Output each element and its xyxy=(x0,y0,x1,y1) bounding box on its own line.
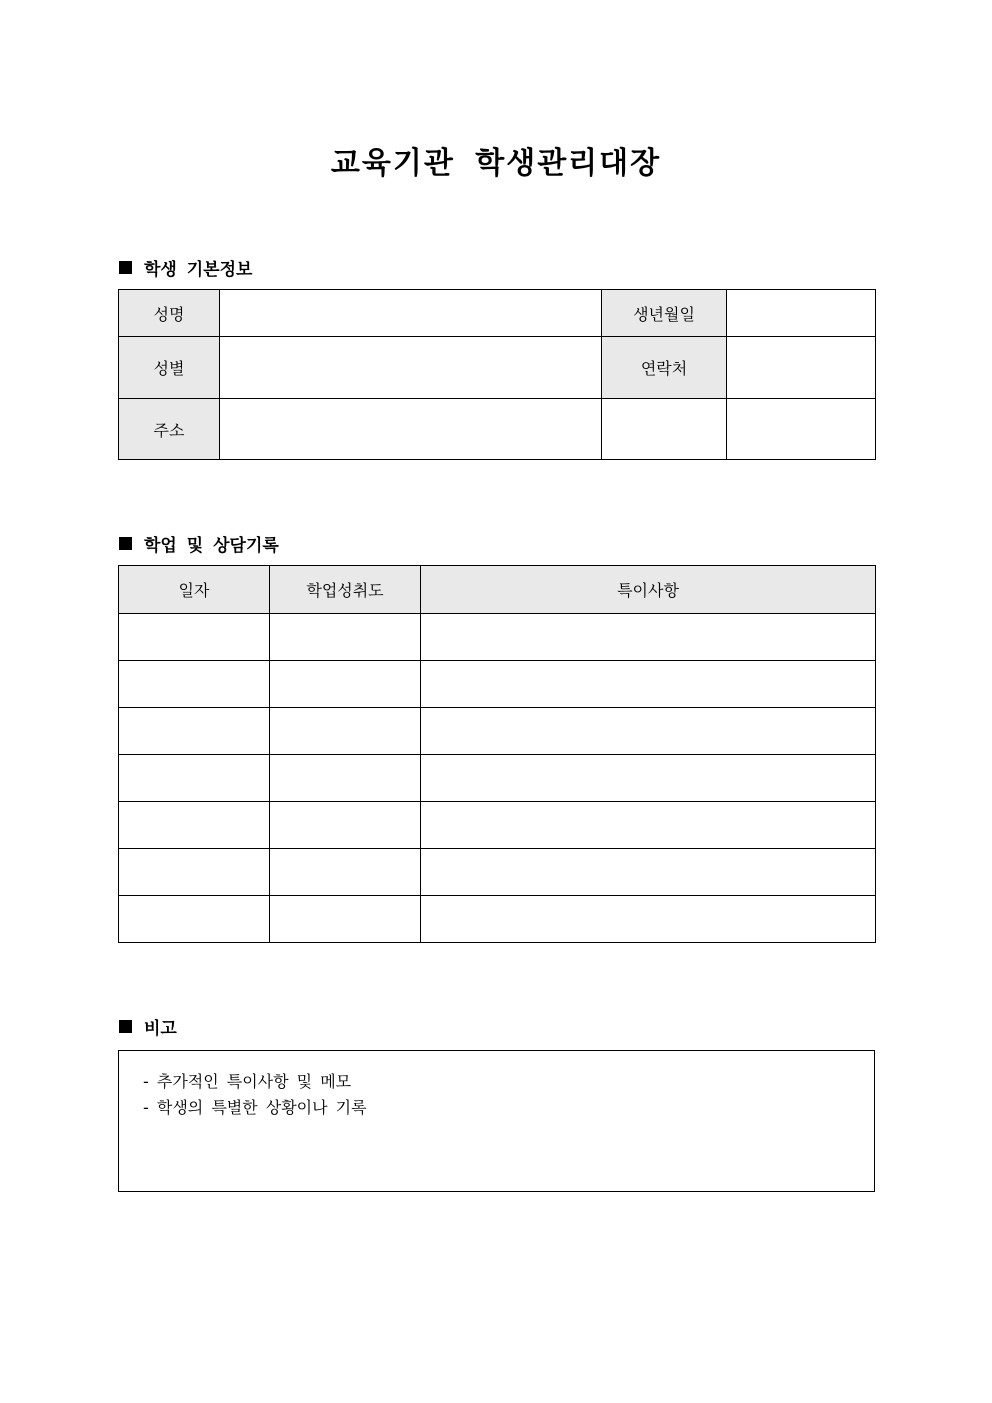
date-cell[interactable] xyxy=(119,614,270,661)
notes-cell[interactable] xyxy=(421,802,876,849)
remarks-line: - 추가적인 특이사항 및 메모 xyxy=(143,1072,352,1091)
square-bullet-icon xyxy=(119,1020,132,1033)
notes-cell[interactable] xyxy=(421,755,876,802)
table-row xyxy=(119,755,876,802)
gender-field[interactable] xyxy=(220,337,602,399)
address-label: 주소 xyxy=(119,399,220,460)
table-row xyxy=(119,896,876,943)
column-header-achievement: 학업성취도 xyxy=(270,566,421,614)
achievement-cell[interactable] xyxy=(270,849,421,896)
address-field[interactable] xyxy=(220,399,602,460)
section-heading-text: 학생 기본정보 xyxy=(144,260,253,280)
records-table xyxy=(118,565,876,943)
notes-cell[interactable] xyxy=(421,896,876,943)
square-bullet-icon xyxy=(119,261,132,274)
date-cell[interactable] xyxy=(119,849,270,896)
date-cell[interactable] xyxy=(119,708,270,755)
document-title: 교육기관 학생관리대장 xyxy=(330,146,662,181)
date-cell[interactable] xyxy=(119,755,270,802)
table-row xyxy=(119,849,876,896)
achievement-cell[interactable] xyxy=(270,755,421,802)
date-cell[interactable] xyxy=(119,896,270,943)
basic-info-table xyxy=(118,289,876,460)
table-row xyxy=(119,399,876,460)
contact-field[interactable] xyxy=(727,337,876,399)
notes-cell[interactable] xyxy=(421,614,876,661)
name-label: 성명 xyxy=(119,290,220,337)
date-cell[interactable] xyxy=(119,661,270,708)
achievement-cell[interactable] xyxy=(270,896,421,943)
table-row xyxy=(119,708,876,755)
empty-cell[interactable] xyxy=(727,399,876,460)
empty-cell[interactable] xyxy=(602,399,727,460)
column-header-notes: 특이사항 xyxy=(421,566,876,614)
section-heading-basic-info xyxy=(119,255,252,280)
achievement-cell[interactable] xyxy=(270,614,421,661)
column-header-date: 일자 xyxy=(119,566,270,614)
achievement-cell[interactable] xyxy=(270,661,421,708)
remarks-line: - 학생의 특별한 상황이나 기록 xyxy=(143,1098,367,1117)
square-bullet-icon xyxy=(119,537,132,550)
remarks-box[interactable] xyxy=(118,1050,875,1192)
table-row xyxy=(119,290,876,337)
notes-cell[interactable] xyxy=(421,661,876,708)
name-field[interactable] xyxy=(220,290,602,337)
notes-cell[interactable] xyxy=(421,708,876,755)
table-row xyxy=(119,614,876,661)
table-row xyxy=(119,802,876,849)
notes-cell[interactable] xyxy=(421,849,876,896)
birth-date-field[interactable] xyxy=(727,290,876,337)
table-row xyxy=(119,337,876,399)
remarks-list xyxy=(119,1051,874,1121)
contact-label: 연락처 xyxy=(602,337,727,399)
section-heading-remarks xyxy=(119,1014,177,1039)
achievement-cell[interactable] xyxy=(270,802,421,849)
table-header-row xyxy=(119,566,876,614)
section-heading-records xyxy=(119,531,279,556)
achievement-cell[interactable] xyxy=(270,708,421,755)
date-cell[interactable] xyxy=(119,802,270,849)
gender-label: 성별 xyxy=(119,337,220,399)
section-heading-text: 학업 및 상담기록 xyxy=(144,536,279,556)
birth-date-label: 생년월일 xyxy=(602,290,727,337)
section-heading-text: 비고 xyxy=(144,1019,177,1039)
table-row xyxy=(119,661,876,708)
